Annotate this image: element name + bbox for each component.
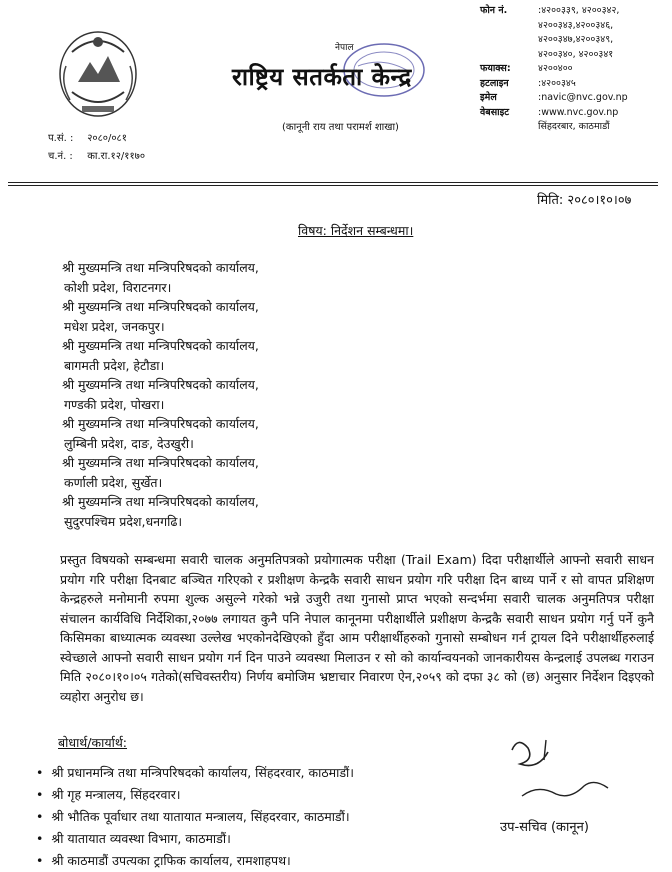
addressee-list bbox=[62, 258, 259, 531]
addressee bbox=[62, 258, 259, 297]
hotline-row bbox=[480, 77, 660, 92]
cc-heading: बोधार्थ/कार्यार्थ: bbox=[58, 735, 128, 750]
signer-title: उप-सचिव (कानून) bbox=[500, 820, 589, 835]
phone-line: ४२००३४७,४२००३४९, bbox=[538, 34, 614, 45]
fax-label: फयाक्स: bbox=[480, 63, 511, 74]
addressee-office: श्री मुख्यमन्त्रि तथा मन्त्रिपरिषदको कार्यालय, bbox=[62, 494, 259, 509]
addressee bbox=[62, 297, 259, 336]
email-row bbox=[480, 91, 660, 106]
addressee bbox=[62, 336, 259, 375]
cc-list bbox=[36, 762, 354, 872]
dispatch-number-row bbox=[48, 148, 145, 166]
cc-item: • श्री काठमाडौं उपत्यका ट्राफिक कार्यालय, रामशाहपथ। bbox=[36, 850, 354, 872]
header-divider bbox=[8, 182, 658, 183]
addressee-location: कर्णाली प्रदेश, सुर्खेत। bbox=[64, 474, 163, 490]
email-label: इमेल bbox=[480, 92, 497, 103]
addressee-location: सुदुरपश्चिम प्रदेश,धनगढि। bbox=[64, 513, 183, 529]
phone-line: :४२००३३९, ४२००३४२, bbox=[538, 5, 620, 16]
phone-line: ४२००३४०, ४२००३४१ bbox=[538, 48, 614, 60]
addressee bbox=[62, 492, 259, 531]
dispatch-number-value: का.रा.१२/११७० bbox=[87, 151, 146, 162]
addressee-office: श्री मुख्यमन्त्रि तथा मन्त्रिपरिषदको कार्यालय, bbox=[62, 455, 259, 470]
fax-value: ४२००४०० bbox=[538, 63, 573, 74]
addressee-location: कोशी प्रदेश, विराटनगर। bbox=[64, 279, 172, 295]
reference-block bbox=[48, 130, 145, 166]
hotline-label: हटलाइन bbox=[480, 77, 509, 89]
addressee bbox=[62, 414, 259, 453]
addressee-office: श्री मुख्यमन्त्रि तथा मन्त्रिपरिषदको कार्यालय, bbox=[62, 416, 259, 431]
addressee-office: श्री मुख्यमन्त्रि तथा मन्त्रिपरिषदको कार्यालय, bbox=[62, 377, 259, 392]
header-divider bbox=[8, 185, 658, 186]
cc-item: • श्री यातायात व्यवस्था विभाग, काठमाडौं। bbox=[36, 828, 354, 850]
addressee-office: श्री मुख्यमन्त्रि तथा मन्त्रिपरिषदको कार्यालय, bbox=[62, 338, 259, 353]
website-value: :www.nvc.gov.np bbox=[538, 106, 619, 118]
office-address: सिंहदरबार, काठमाडौं bbox=[538, 121, 610, 132]
addressee-location: बागमती प्रदेश, हेटौडा। bbox=[64, 357, 165, 373]
branch-name: (कानूनी राय तथा परामर्श शाखा) bbox=[282, 122, 399, 133]
addressee-location: गण्डकी प्रदेश, पोखरा। bbox=[64, 396, 165, 412]
dispatch-number-label: च.नं. : bbox=[48, 151, 73, 162]
letter-number-row bbox=[48, 130, 145, 148]
phone-line: ४२००३४३,४२००३४६, bbox=[538, 19, 614, 31]
website-row bbox=[480, 106, 660, 121]
letter-number-value: २०८०/०८१ bbox=[87, 133, 127, 144]
addressee-location: मधेश प्रदेश, जनकपुर। bbox=[64, 318, 165, 334]
email-value: :navic@nvc.gov.np bbox=[538, 92, 628, 103]
letter-body: प्रस्तुत विषयको सम्बन्धमा सवारी चालक अनुमतिपत्रको प्रयोगात्मक परीक्षा (Trail Exam) दिदा परीक्षार्थीले आफ्नो सवारी साधन प्रयोग गरि परीक्षा दिनबाट बञ्चित गरिएको र प्रशीक्षण केन्द्रकै सवारी साधन प्रयोग गरि परीक्षा दिन बाध्य पार्ने र सो वापत प्रशिक्षण केन्द्रहरुले मनोमानी रुपमा शुल्क असुल्ने गरेको भन्ने उजुरी तथा गुनासो प्राप्त भएको सन्दर्भमा सवारी चालक अनुमतिपत्र परीक्षा संचालन कार्यविधि निर्देशिका,२०७७ लगायत कुनै पनि नेपाल कानूनमा परीक्षार्थीले प्रशीक्षण केन्द्रकै सवारी साधन प्रयोग गर्नु पर्ने कुनै किसिमका बाध्यात्मक व्यवस्था उल्लेख भएकोनदेखिएको हुँदा आम परीक्षार्थीहरुको गुनासो सम्बोधन गर्न ट्रायल दिने परीक्षार्थीहरुलाई स्वेच्छाले आफ्नो सवारी साधन प्रयोग गर्न दिन पाउने व्यवस्था मिलाउन र सो को कार्यान्वयनको जानकारीयस केन्द्रलाई उपलब्ध गराउन मिति २०८०।१०।०५ गतेको(सचिवस्तरीय) निर्णय बमोजिम भ्रष्टाचार निवारण ऐन,२०५९ को दफा ३८ को (छ) अनुसार निर्देशन दिइएको व्यहोरा अनुरोध छ। bbox=[60, 552, 654, 704]
addressee-office: श्री मुख्यमन्त्रि तथा मन्त्रिपरिषदको कार्यालय, bbox=[62, 260, 259, 275]
national-emblem-icon bbox=[52, 22, 144, 122]
fax-row bbox=[480, 62, 660, 77]
signature-icon bbox=[498, 730, 618, 810]
addressee bbox=[62, 453, 259, 492]
office-name: राष्ट्रिय सतर्कता केन्द्र bbox=[232, 63, 412, 91]
cc-item: • श्री गृह मन्त्रालय, सिंहदरवार। bbox=[36, 784, 354, 806]
letter-date: मिति: २०८०।१०।०७ bbox=[537, 193, 632, 208]
letter-subject: विषय: निर्देशन सम्बन्धमा। bbox=[298, 223, 414, 238]
addressee-office: श्री मुख्यमन्त्रि तथा मन्त्रिपरिषदको कार्यालय, bbox=[62, 299, 259, 314]
website-label: वेबसाइट bbox=[480, 106, 510, 118]
addressee bbox=[62, 375, 259, 414]
addressee-location: लुम्बिनी प्रदेश, दाङ, देउखुरी। bbox=[64, 435, 194, 451]
phone-label: फोन नं. bbox=[480, 5, 508, 16]
hotline-value: :४२००३४५ bbox=[538, 77, 576, 89]
letter-number-label: प.सं. : bbox=[48, 133, 74, 144]
cc-item: • श्री प्रधानमन्त्रि तथा मन्त्रिपरिषदको कार्यालय, सिंहदरवार, काठमाडौं। bbox=[36, 762, 354, 784]
contact-block bbox=[480, 4, 660, 135]
phone-row bbox=[480, 4, 660, 19]
country-small-label: नेपाल bbox=[335, 43, 354, 53]
cc-item: • श्री भौतिक पूर्वाधार तथा यातायात मन्त्रालय, सिंहदरवार, काठमाडौं। bbox=[36, 806, 354, 828]
